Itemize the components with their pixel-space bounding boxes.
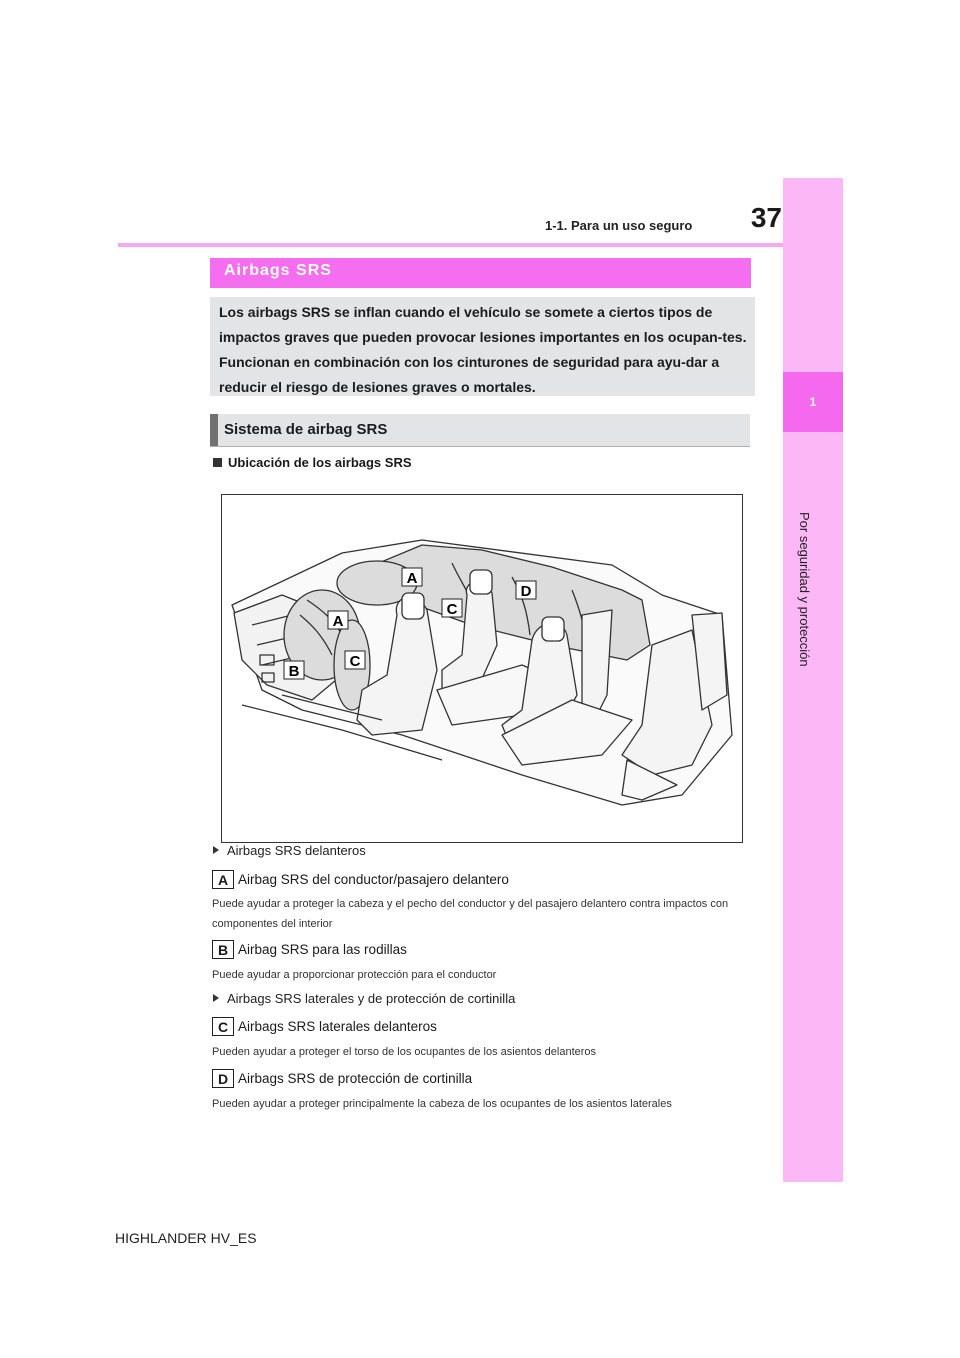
diagram-label-d: D [520, 583, 532, 600]
header-rule [118, 243, 783, 247]
location-heading-text: Ubicación de los airbags SRS [228, 455, 412, 470]
subheading-accent [210, 414, 218, 446]
diagram-label-c-lower: C [349, 653, 361, 670]
footer-model: HIGHLANDER HV_ES [115, 1230, 257, 1246]
diagram-label-a-lower: A [332, 613, 344, 630]
chapter-number: 1 [809, 395, 817, 409]
page-number: 37 [750, 202, 782, 233]
letter-box-b: B [212, 940, 234, 959]
legend-description: Puede ayudar a proteger la cabeza y el pecho del conductor y del pasajero delantero contra impactos con componentes del interior [212, 898, 729, 930]
legend-item-b [212, 940, 407, 959]
group-heading-text: Airbags SRS delanteros [227, 843, 366, 858]
triangle-bullet-icon [213, 846, 219, 854]
subheading: Sistema de airbag SRS [224, 421, 388, 438]
letter-box-c: C [212, 1017, 234, 1036]
legend-description: Pueden ayudar a proteger principalmente la cabeza de los ocupantes de los asientos laterales [212, 1098, 672, 1110]
page-title: Airbags SRS [224, 262, 332, 279]
legend-description: Puede ayudar a proporcionar protección para el conductor [212, 969, 497, 981]
legend-description: Pueden ayudar a proteger el torso de los ocupantes de los asientos delanteros [212, 1046, 597, 1058]
location-heading [213, 455, 412, 470]
group-heading-front [213, 843, 366, 858]
triangle-bullet-icon [213, 994, 219, 1002]
legend-label: Airbag SRS del conductor/pasajero delantero [238, 872, 509, 887]
legend-label: Airbags SRS de protección de cortinilla [238, 1071, 473, 1086]
diagram-label-c-upper: C [446, 601, 458, 618]
legend-label: Airbags SRS laterales delanteros [238, 1019, 437, 1034]
section-label: 1-1. Para un uso seguro [545, 218, 693, 233]
letter-box-a: A [212, 870, 234, 889]
intro-text: Los airbags SRS se inflan cuando el vehículo se somete a ciertos tipos de impactos graves que pueden provocar lesiones importantes en los ocupan-tes. Funcionan en combinación con los cinturones de seguridad para ayu-dar a reducir el riesgo de lesiones graves o mortales. [219, 304, 747, 395]
subheading-rule [210, 446, 750, 447]
legend-label: Airbag SRS para las rodillas [238, 942, 407, 957]
airbag-diagram [221, 494, 743, 843]
legend-item-c [212, 1017, 437, 1036]
letter-box-d: D [212, 1069, 234, 1088]
diagram-label-a-upper: A [406, 570, 418, 587]
car-interior-illustration [222, 495, 742, 842]
group-heading-side [213, 991, 515, 1006]
chapter-title: Por seguridad y protección [797, 512, 812, 667]
group-heading-text: Airbags SRS laterales y de protección de cortinilla [227, 991, 516, 1006]
chapter-side-tab [783, 178, 843, 1182]
legend-item-a [212, 870, 509, 889]
diagram-label-b: B [288, 663, 300, 680]
legend-item-d [212, 1069, 472, 1088]
square-bullet-icon [213, 458, 222, 467]
